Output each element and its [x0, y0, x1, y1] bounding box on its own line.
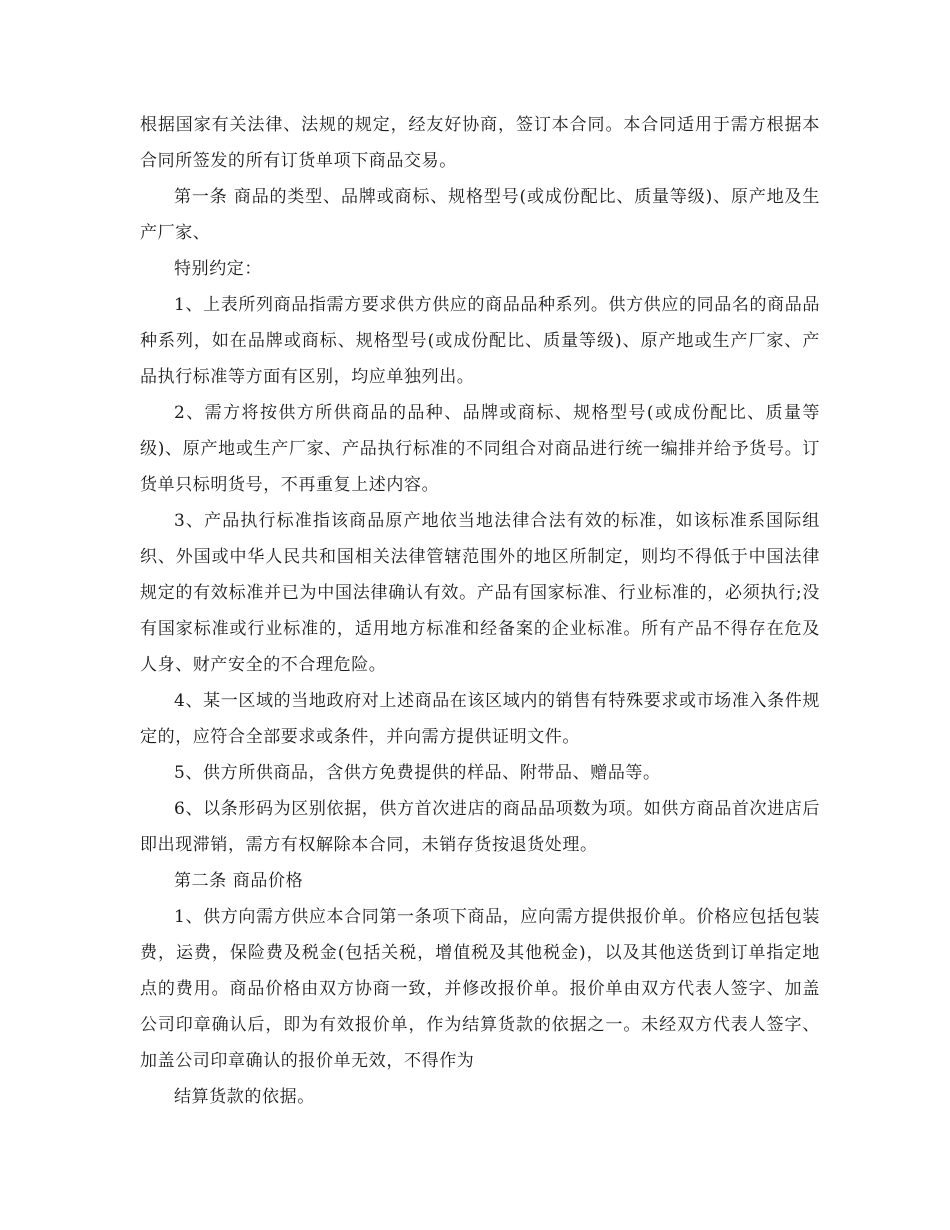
paragraph-term-2: 2、需方将按供方所供商品的品种、品牌或商标、规格型号(或成份配比、质量等级)、原产地或生产厂家、产品执行标准的不同组合对商品进行统一编排并给予货号。订货单只标明货号，不再重复上述内容。: [140, 403, 820, 495]
paragraph-article-2-heading: 第二条 商品价格: [174, 871, 304, 891]
paragraph-article-1-heading: 第一条 商品的类型、品牌或商标、规格型号(或成份配比、质量等级)、原产地及生产厂家、: [140, 187, 820, 243]
paragraph-term-4: 4、某一区域的当地政府对上述商品在该区域内的销售有特殊要求或市场准入条件规定的，应符合全部要求或条件，并向需方提供证明文件。: [140, 691, 820, 747]
paragraph-term-1: 1、上表所列商品指需方要求供方供应的商品品种系列。供方供应的同品名的商品品种系列，如在品牌或商标、规格型号(或成份配比、质量等级)、原产地或生产厂家、产品执行标准等方面有区别，均应单独列出。: [140, 295, 820, 387]
paragraph-special-terms: 特别约定：: [174, 259, 262, 279]
paragraph-term-5: 5、供方所供商品，含供方免费提供的样品、附带品、赠品等。: [174, 763, 661, 783]
paragraph-price-term-1-cont: 结算货款的依据。: [174, 1087, 315, 1107]
paragraph-intro: 根据国家有关法律、法规的规定，经友好协商，签订本合同。本合同适用于需方根据本合同所签发的所有订货单项下商品交易。: [140, 115, 820, 171]
document-body: [140, 107, 820, 1115]
paragraph-price-term-1: 1、供方向需方供应本合同第一条项下商品，应向需方提供报价单。价格应包括包装费，运费，保险费及税金(包括关税，增值税及其他税金)，以及其他送货到订单指定地点的费用。商品价格由双方协商一致，并修改报价单。报价单由双方代表人签字、加盖公司印章确认后，即为有效报价单，作为结算货款的依据之一。未经双方代表人签字、加盖公司印章确认的报价单无效，不得作为: [140, 907, 820, 1071]
paragraph-term-6: 6、以条形码为区别依据，供方首次进店的商品品项数为项。如供方商品首次进店后即出现滞销，需方有权解除本合同，未销存货按退货处理。: [140, 799, 820, 855]
paragraph-term-3: 3、产品执行标准指该商品原产地依当地法律合法有效的标准，如该标准系国际组织、外国或中华人民共和国相关法律管辖范围外的地区所制定，则均不得低于中国法律规定的有效标准并已为中国法律确认有效。产品有国家标准、行业标准的，必须执行;没有国家标准或行业标准的，适用地方标准和经备案的企业标准。所有产品不得存在危及人身、财产安全的不合理危险。: [140, 511, 820, 675]
